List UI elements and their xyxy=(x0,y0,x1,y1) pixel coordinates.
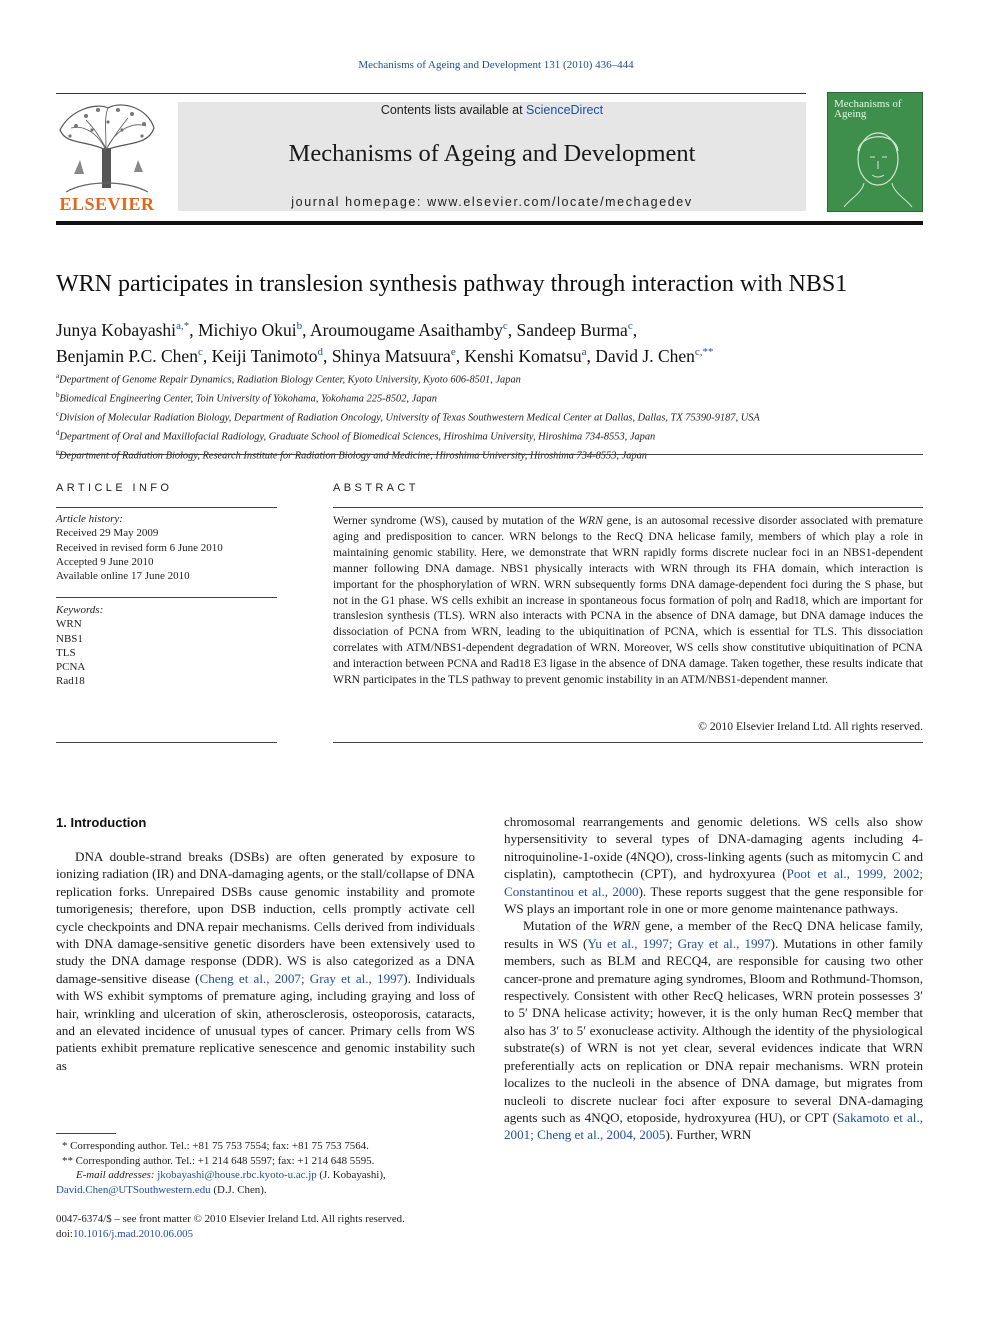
affiliation-key: a xyxy=(56,372,60,380)
affiliation-key: b xyxy=(56,390,60,399)
doi-line xyxy=(56,1227,496,1242)
affiliation-key: d xyxy=(56,428,60,437)
text-segment: Mutation of the xyxy=(523,918,613,934)
footnote-rule xyxy=(56,1133,116,1134)
author-name: Shinya Matsuura xyxy=(331,345,451,366)
affiliation-marker[interactable]: c xyxy=(197,345,203,358)
affiliation-marker[interactable]: c xyxy=(627,320,633,332)
masthead-bottom-rule xyxy=(56,221,923,225)
citation-link[interactable]: Yu et al., 1997; Gray et al., 1997 xyxy=(587,935,771,951)
history-item: Received 29 May 2009 xyxy=(56,527,159,540)
journal-citation[interactable]: Mechanisms of Ageing and Development 131 (2010) 436–444 xyxy=(358,59,634,71)
abstract-segment: Werner syndrome (WS), caused by mutation of the xyxy=(333,514,579,527)
affiliation-marker[interactable]: b xyxy=(296,320,303,332)
text-segment: DNA double-strand breaks (DSBs) are often generated by exposure to ionizing radiation (IR) and DNA-damaging agents, or the stall/collapse of DNA replication forks. Unrepaired DSBs cause genomic instability and promote tumorigenesis; therefore, upon DSB induction, cells promptly activate cell cycle checkpoints and DNA repair mechanisms. Cells derived from individuals with DNA damage-sensitive genetic disorders have been extensively used to study the DNA damage response (DDR). WS is also categorized as a DNA damage-sensitive disease ( xyxy=(56,849,475,986)
author-name: Michiyo Okui xyxy=(197,319,297,340)
affiliation-key: c xyxy=(56,409,60,418)
text-segment: ). Individuals with WS exhibit symptoms of premature aging, including graying and loss of hair, wrinkling and ulceration of skin, atherosclerosis, osteoporosis, cataracts, and an elevated incidence of unusual types of cancer. Primary cells from WS patients exhibit premature replicative senescence and genomic instability such as xyxy=(56,970,475,1073)
paragraph xyxy=(504,917,923,1143)
author-separator: , xyxy=(189,319,198,340)
keywords-heading: Keywords: xyxy=(56,604,104,616)
footnote-emails xyxy=(56,1168,476,1183)
author-name: David J. Chen xyxy=(595,345,695,366)
email-link[interactable]: David.Chen@UTSouthwestern.edu xyxy=(56,1183,211,1196)
section-heading-introduction: 1. Introduction xyxy=(56,815,147,830)
author-name: Junya Kobayashi xyxy=(56,319,177,340)
body-column-left xyxy=(56,848,475,1074)
keyword-item: TLS xyxy=(56,646,76,659)
history-item: Received in revised form 6 June 2010 xyxy=(56,541,223,554)
gene-name: WRN xyxy=(612,918,640,934)
affiliation-text: Department of Radiation Biology, Research Institute for Radiation Biology and Medicine, Hiroshima University, Hiroshima 734-8553, Japan xyxy=(59,449,647,461)
email-label: E-mail addresses: xyxy=(76,1169,158,1182)
history-heading: Article history: xyxy=(56,513,123,525)
affiliation-text: Department of Oral and Maxillofacial Radiology, Graduate School of Biomedical Sciences, Hiroshima University, Hiroshima 734-8553, Japan xyxy=(59,431,656,443)
author-line-1 xyxy=(56,315,936,341)
article-info-label: ARTICLE INFO xyxy=(56,482,173,494)
journal-homepage[interactable]: journal homepage: www.elsevier.com/locate/mechagedev xyxy=(291,195,693,209)
email-owner: (J. Kobayashi), xyxy=(316,1169,386,1182)
doi-prefix: doi: xyxy=(56,1228,73,1240)
sciencedirect-link[interactable]: ScienceDirect xyxy=(526,103,604,117)
article-info-rule xyxy=(56,507,277,508)
journal-name: Mechanisms of Ageing and Development xyxy=(288,140,696,167)
abstract-text xyxy=(333,513,923,688)
footnotes xyxy=(56,1139,476,1197)
masthead-top-rule xyxy=(56,93,806,94)
affiliation-marker[interactable]: a xyxy=(581,345,587,358)
header-divider xyxy=(56,454,923,455)
abstract-label: ABSTRACT xyxy=(333,482,419,494)
keyword-item: NBS1 xyxy=(56,632,83,645)
author-line-2 xyxy=(56,341,936,367)
text-segment: gene, a member of the RecQ DNA helicase family, results in WS ( xyxy=(504,918,924,951)
affiliation-list xyxy=(56,369,936,463)
keyword-item: WRN xyxy=(56,618,82,631)
author-list xyxy=(56,315,936,367)
gene-name: WRN xyxy=(578,514,603,527)
affiliation-text: Biomedical Engineering Center, Toin University of Yokohama, Yokohama 225-8502, Japan xyxy=(59,393,438,405)
page-footer xyxy=(56,1212,496,1242)
keywords xyxy=(56,603,277,689)
paragraph xyxy=(504,813,923,917)
email-owner: (D.J. Chen). xyxy=(210,1183,267,1196)
affiliation-text: Division of Molecular Radiation Biology, Department of Radiation Oncology, University of Texas Southwestern Medical Center at Dallas, Dallas, TX 75390-9187, USA xyxy=(59,412,760,424)
article-history xyxy=(56,512,277,583)
affiliation-marker[interactable]: e xyxy=(450,345,456,358)
text-segment: ). These reports suggest that the gene responsible for WS plays an important role in one or more genome maintenance pathways. xyxy=(504,883,923,917)
footnote-corresponding-1: * Corresponding author. Tel.: +81 75 753 7554; fax: +81 75 753 7564. xyxy=(62,1140,369,1152)
footnote-emails-continued xyxy=(56,1183,476,1198)
author-separator: , xyxy=(586,345,596,366)
keyword-item: PCNA xyxy=(56,661,86,674)
author-name: Benjamin P.C. Chen xyxy=(56,345,198,366)
paragraph xyxy=(56,848,475,1074)
author-separator: , xyxy=(632,319,638,340)
elsevier-wordmark: ELSEVIER xyxy=(59,194,155,214)
text-segment: ). Further, WRN xyxy=(665,1127,752,1143)
affiliation-text: Department of Genome Repair Dynamics, Radiation Biology Center, Kyoto University, Kyoto 606-8501, Japan xyxy=(59,374,521,386)
citation-link[interactable]: Poot et al., 1999, 2002; Constantinou et al., 2000 xyxy=(504,866,924,899)
abstract-segment: gene, is an autosomal recessive disorder associated with premature aging and predisposition to cancer. WRN belongs to the RecQ DNA helicase family, members of which play a role in maintaining genomic stability. Here, we demonstrate that WRN rapidly forms discrete nuclear foci in an NBS1-dependent manner following DNA damage. NBS1 physically interacts with WRN through its FHA domain, which interaction is important for the phosphorylation of WRN. WRN subsequently forms DNA damage-dependent foci during the S phase, but not in the G1 phase. WS cells exhibit an increase in spontaneous focus formation of polη and Rad18, which are important for translesion synthesis (TLS). WRN also interacts with PCNA in the absence of DNA damage, but DNA damage induces the dissociation of PCNA from WRN, leading to the ubiquitination of PCNA, which is essential for TLS. This dissociation correlates with ATM/NBS1-dependent degradation of WRN. Moreover, WS cells show constitutive ubiquitination of PCNA and interaction between PCNA and Rad18 E3 ligase in the absence of DNA damage. Taken together, these results indicate that WRN participates in the TLS pathway to prevent genomic instability in an ATM/NBS1-dependent manner. xyxy=(333,514,923,687)
footnote-corresponding-2: ** Corresponding author. Tel.: +1 214 648 5597; fax: +1 214 648 5595. xyxy=(62,1154,375,1167)
cover-title: Mechanisms of Ageing xyxy=(834,98,902,120)
author-separator: , xyxy=(455,345,465,366)
affiliation-marker[interactable]: a,* xyxy=(176,320,190,332)
affiliation-marker[interactable]: d xyxy=(317,345,323,358)
citation-link[interactable]: Sakamoto et al., 2001; Cheng et al., 2004, 2005 xyxy=(504,1109,923,1143)
abstract-bottom-rule xyxy=(333,742,923,743)
affiliation-item xyxy=(56,426,936,445)
body-column-right xyxy=(504,813,923,1144)
article-info-bottom-rule xyxy=(56,742,277,743)
citation-link[interactable]: Cheng et al., 2007; Gray et al., 1997 xyxy=(199,970,404,986)
history-item: Available online 17 June 2010 xyxy=(56,570,190,583)
contents-prefix: Contents lists available at xyxy=(380,103,527,117)
author-name: Keiji Tanimoto xyxy=(211,345,318,366)
abstract-rule xyxy=(333,507,923,508)
affiliation-marker[interactable]: c,** xyxy=(694,345,714,358)
doi-link[interactable]: 10.1016/j.mad.2010.06.005 xyxy=(72,1228,194,1240)
affiliation-key: e xyxy=(56,447,60,456)
affiliation-marker[interactable]: c xyxy=(502,320,508,332)
email-link[interactable]: jkobayashi@house.rbc.kyoto-u.ac.jp xyxy=(157,1169,317,1182)
affiliation-item xyxy=(56,407,936,426)
text-segment: ). Mutations in other family members, such as BLM and RECQ4, are responsible for causing two other cancer-prone and premature aging syndromes, Bloom and Rothmund-Thomson, respectively. Consistent with other RecQ helicases, WRN protein possesses 3′ to 5′ DNA helicase activity; however, it is the only human RecQ member that also has 3′ to 5′ exonuclease activity. Although the identity of the physiological substrate(s) of WRN is not yet clear, several evidences indicate that WRN preferentially acts on replication or DNA repair mechanisms. WRN protein localizes to the nucleoli in the absence of DNA damage, but migrates from nucleoli to discrete nuclear foci after exposure to several DNA-damaging agents such as 4NQO, etoposide, hydroxyurea (HU), or CPT ( xyxy=(504,935,923,1125)
author-separator: , xyxy=(322,345,332,366)
author-name: Kenshi Komatsu xyxy=(464,345,582,366)
affiliation-item xyxy=(56,388,936,407)
article-title: WRN participates in translesion synthesis pathway through interaction with NBS1 xyxy=(56,271,848,297)
author-separator: , xyxy=(302,319,310,340)
author-separator: , xyxy=(202,345,212,366)
affiliation-item xyxy=(56,369,936,388)
text-segment: chromosomal rearrangements and genomic deletions. WS cells also show hypersensitivity to several types of DNA-damaging agents including 4-nitroquinoline-1-oxide (4NQO), cross-linking agents (such as mitomycin C and cisplatin), camptothecin (CPT), and hydroxyurea ( xyxy=(504,814,923,882)
issn-line: 0047-6374/$ – see front matter © 2010 Elsevier Ireland Ltd. All rights reserved. xyxy=(56,1213,405,1225)
author-name: Sandeep Burma xyxy=(516,319,628,340)
journal-cover-image xyxy=(827,92,923,212)
keyword-item: Rad18 xyxy=(56,675,85,688)
author-name: Aroumougame Asaithamby xyxy=(309,319,503,340)
keywords-rule xyxy=(56,597,277,598)
author-separator: , xyxy=(507,319,517,340)
history-item: Accepted 9 June 2010 xyxy=(56,555,154,568)
contents-availability xyxy=(178,103,806,117)
abstract-copyright: © 2010 Elsevier Ireland Ltd. All rights reserved. xyxy=(698,720,923,733)
